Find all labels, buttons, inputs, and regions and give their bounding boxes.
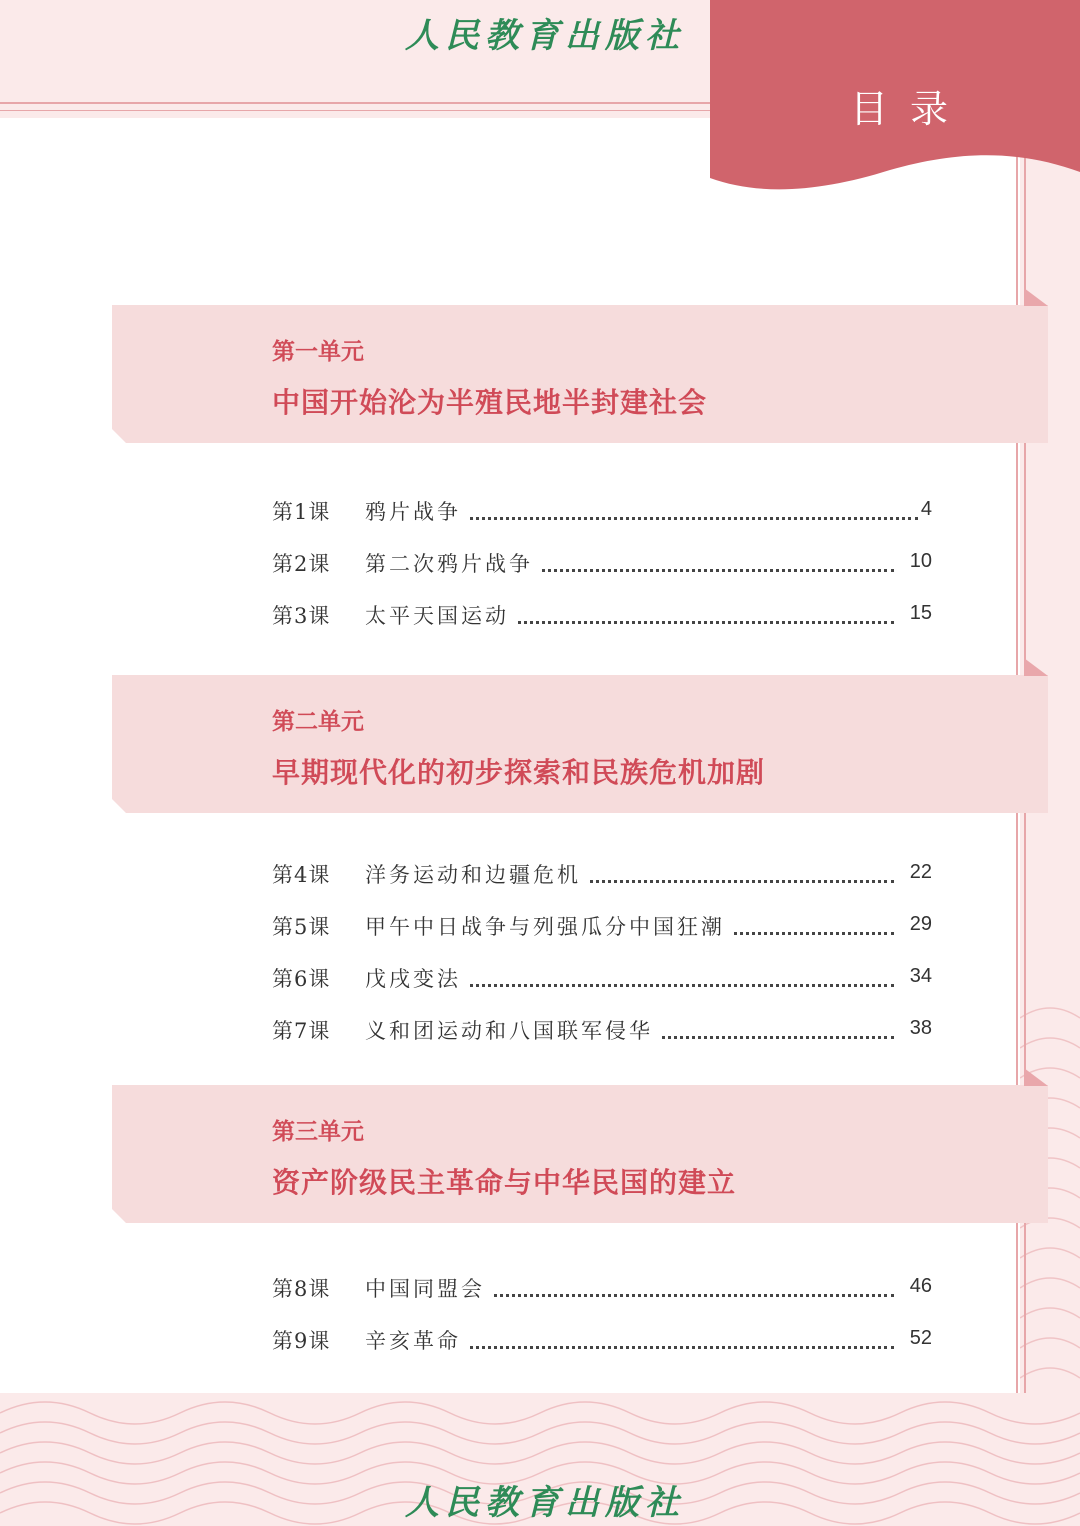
toc-title: 目录 xyxy=(850,87,971,131)
lesson-number: 第4课 xyxy=(272,863,331,887)
lesson-title: 辛亥革命 xyxy=(365,1325,469,1355)
lesson-number: 第2课 xyxy=(272,552,331,576)
page-number: 4 xyxy=(920,498,932,520)
lesson-title: 太平天国运动 xyxy=(365,600,517,630)
lesson-number: 第9课 xyxy=(272,1329,331,1353)
unit-banner-bg xyxy=(112,305,1048,443)
toc-entry[interactable] xyxy=(272,596,932,632)
toc-entry[interactable] xyxy=(272,544,932,580)
banner-notch xyxy=(1024,658,1048,676)
unit-banner-bg xyxy=(112,1085,1048,1223)
toc-entry[interactable] xyxy=(272,492,932,528)
page-number: 46 xyxy=(909,1275,932,1297)
page-number: 38 xyxy=(909,1017,932,1039)
publisher-logo: 人民教育出版社 xyxy=(405,16,685,56)
lesson-number: 第5课 xyxy=(272,915,331,939)
lesson-title: 第二次鸦片战争 xyxy=(365,548,541,578)
lesson-number: 第8课 xyxy=(272,1277,331,1301)
toc-entry[interactable] xyxy=(272,1011,932,1047)
lesson-title: 甲午中日战争与列强瓜分中国狂潮 xyxy=(365,911,733,941)
banner-notch xyxy=(1024,1068,1048,1086)
unit-title: 早期现代化的初步探索和民族危机加剧 xyxy=(272,756,766,789)
unit-banner xyxy=(112,305,1048,443)
unit-label: 第三单元 xyxy=(272,1118,364,1145)
toc-entry[interactable] xyxy=(272,907,932,943)
unit-label: 第一单元 xyxy=(272,338,364,365)
page-number: 22 xyxy=(909,861,932,883)
page-number: 15 xyxy=(909,602,932,624)
lesson-number: 第1课 xyxy=(272,500,331,524)
page-number: 34 xyxy=(909,965,932,987)
lesson-title: 洋务运动和边疆危机 xyxy=(365,859,589,889)
unit-label: 第二单元 xyxy=(272,708,364,735)
publisher-logo-footer: 人民教育出版社 xyxy=(405,1483,685,1523)
unit-title: 资产阶级民主革命与中华民国的建立 xyxy=(272,1166,737,1199)
toc-entry[interactable] xyxy=(272,1321,932,1357)
unit-banner-bg xyxy=(112,675,1048,813)
page-number: 10 xyxy=(909,550,932,572)
lesson-number: 第6课 xyxy=(272,967,331,991)
lesson-number: 第7课 xyxy=(272,1019,331,1043)
toc-entry[interactable] xyxy=(272,1269,932,1305)
toc-entry[interactable] xyxy=(272,959,932,995)
lesson-title: 中国同盟会 xyxy=(365,1273,493,1303)
lesson-title: 义和团运动和八国联军侵华 xyxy=(365,1015,661,1045)
unit-banner xyxy=(112,675,1048,813)
toc-entry[interactable] xyxy=(272,855,932,891)
page-number: 29 xyxy=(909,913,932,935)
lesson-title: 戊戌变法 xyxy=(365,963,469,993)
lesson-number: 第3课 xyxy=(272,604,331,628)
page-number: 52 xyxy=(909,1327,932,1349)
unit-title: 中国开始沦为半殖民地半封建社会 xyxy=(272,386,708,419)
banner-notch xyxy=(1024,288,1048,306)
lesson-title: 鸦片战争 xyxy=(365,496,469,526)
unit-banner xyxy=(112,1085,1048,1223)
